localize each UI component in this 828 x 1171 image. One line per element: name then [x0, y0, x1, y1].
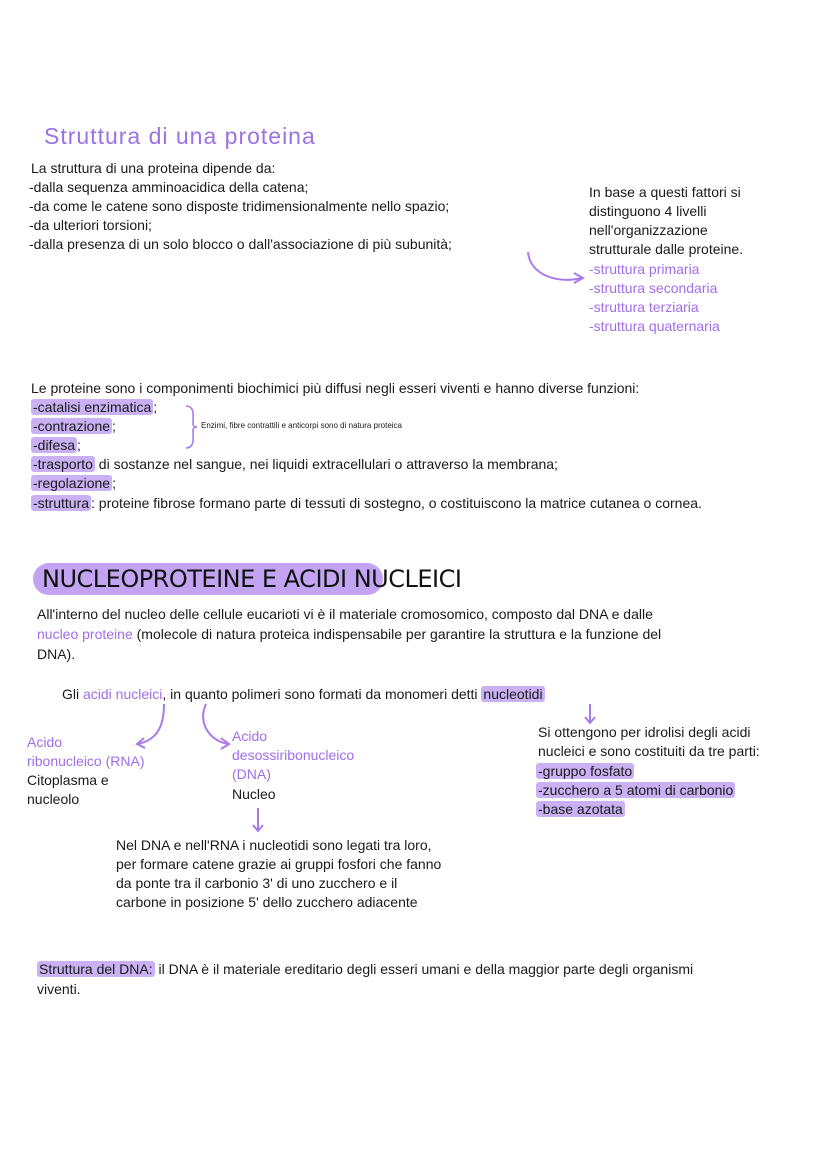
levels-intro-line: strutturale dalle proteine. [589, 241, 744, 257]
function-item: -difesa ; [33, 437, 81, 453]
function-item: -regolazione ; [33, 475, 116, 491]
curly-brace-icon [183, 404, 199, 450]
function-label: -catalisi enzimatica [33, 399, 152, 415]
nucleotide-part: -zucchero a 5 atomi di carbonio [538, 782, 734, 798]
nucleotide-desc-line: Si ottengono per idrolisi degli acidi [538, 724, 751, 740]
curved-arrow-icon [520, 248, 590, 288]
levels-intro-line: In base a questi fattori si [589, 184, 741, 200]
rna-name-line: Acido [27, 734, 63, 750]
arrow-down-dna-icon [250, 806, 266, 834]
level-item: -struttura primaria [589, 261, 700, 277]
bond-text-line: da ponte tra il carbonio 3' di uno zucchero e il [116, 875, 398, 891]
factor-item: -dalla presenza di un solo blocco o dall'associazione di più subunità; [29, 236, 452, 252]
level-item: -struttura quaternaria [589, 318, 720, 334]
nucleotides-term: nucleotidi [483, 686, 543, 702]
nucleic-acids-sentence: Gli acidi nucleici, in quanto polimeri sono formati da monomeri detti nucleotidi [62, 686, 543, 702]
bond-text-line: carbone in posizione 5' dello zucchero adiacente [116, 894, 418, 910]
function-label: -difesa [33, 437, 76, 453]
arrow-to-rna-icon [130, 702, 175, 750]
function-label: -regolazione [33, 475, 111, 491]
nucleus-paragraph-line: nucleo proteine (molecole di natura proteica indispensabile per garantire la struttura e la funzione del [37, 626, 662, 642]
rna-name-line: ribonucleico (RNA) [27, 753, 145, 769]
nucleus-paragraph-line: All'interno del nucleo delle cellule eucarioti vi è il materiale cromosomico, composto dal DNA e dalle [37, 606, 653, 622]
bond-text-line: Nel DNA e nell'RNA i nucleotidi sono legati tra loro, [116, 837, 432, 853]
function-label: -struttura [33, 495, 90, 511]
proteins-note: Enzimi, fibre contrattili e anticorpi sono di natura proteica [201, 421, 402, 430]
section-title-protein-structure: Struttura di una proteina [44, 123, 316, 149]
dna-structure-line2: viventi. [37, 981, 81, 997]
rna-location-line: Citoplasma e [27, 772, 109, 788]
function-item: -contrazione ; [33, 418, 116, 434]
nucleus-paragraph-line: DNA). [37, 646, 76, 662]
dna-name-line: desossiribonucleico [232, 747, 355, 763]
dna-structure-label: Struttura del DNA: [39, 961, 153, 977]
dna-name-line: (DNA) [232, 766, 271, 782]
factor-item: -da ulteriori torsioni; [29, 217, 152, 233]
nucleoproteine-term: nucleo proteine [37, 626, 133, 642]
factor-item: -da come le catene sono disposte tridimensionalmente nello spazio; [29, 198, 450, 214]
function-item: -catalisi enzimatica ; [33, 399, 158, 415]
protein-structure-intro: La struttura di una proteina dipende da: [31, 160, 276, 176]
function-item: -struttura : proteine fibrose formano parte di tessuti di sostegno, o costituiscono la matrice cutanea o cornea. [33, 495, 702, 511]
dna-structure-line: Struttura del DNA: il DNA è il materiale ereditario degli esseri umani e della maggior parte degli organismi [39, 961, 694, 977]
dna-name-line: Acido [232, 728, 268, 744]
nucleotide-part: -gruppo fosfato [538, 763, 633, 779]
dna-location: Nucleo [232, 786, 276, 802]
factor-item: -dalla sequenza amminoacidica della catena; [29, 179, 309, 195]
arrow-to-dna-icon [196, 702, 236, 750]
rna-location-line: nucleolo [27, 791, 80, 807]
section-title-nucleoproteins: NUCLEOPROTEINE E ACIDI NUCLEICI [42, 565, 462, 593]
nucleotide-desc-line: nucleici e sono costituiti da tre parti: [538, 743, 760, 759]
nucleotide-part: -base azotata [538, 801, 623, 817]
nucleic-acids-term: acidi nucleici [83, 686, 163, 702]
levels-intro-line: nell'organizzazione [589, 222, 708, 238]
function-item: -trasporto di sostanze nel sangue, nei liquidi extracellulari o attraverso la membrana; [33, 456, 558, 472]
function-label: -trasporto [33, 456, 93, 472]
function-label: -contrazione [33, 418, 111, 434]
functions-intro: Le proteine sono i componimenti biochimici più diffusi negli esseri viventi e hanno diverse funzioni: [31, 380, 640, 396]
bond-text-line: per formare catene grazie ai gruppi fosfori che fanno [116, 856, 442, 872]
levels-intro-line: distinguono 4 livelli [589, 203, 707, 219]
level-item: -struttura secondaria [589, 280, 718, 296]
level-item: -struttura terziaria [589, 299, 699, 315]
